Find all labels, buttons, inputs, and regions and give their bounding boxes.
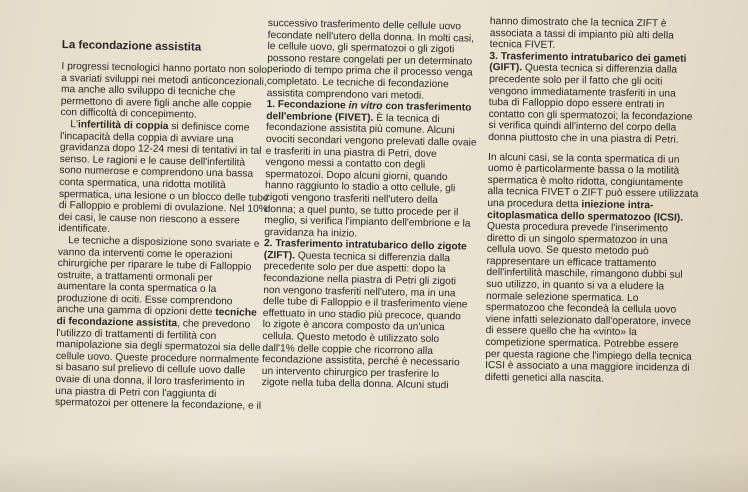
bold-text-run: dell'embrione (FIVET). (266, 110, 374, 124)
text-run: possono restare congelati per un determinato (267, 52, 473, 68)
text-run: gravidanza ha inizio. (264, 226, 358, 240)
text-run: contatto con gli spermatozoi; la fecondazione (488, 108, 693, 123)
text-run: spermatica è molto ridotta, congiuntamente (487, 174, 684, 189)
text-run: normale selezione spermatica. Lo (486, 290, 639, 304)
text-run: si verifica quindi all'interno del corpo della (488, 120, 677, 134)
text-run: Questa procedura prevede l'inserimento (486, 221, 669, 235)
text-run: zigote nella tuba della donna. Alcuni studi (261, 377, 449, 392)
text-run: cellula. Questo metodo è utilizzato solo (262, 330, 440, 346)
text-run: delle tube di Falloppio e il trasferimento viene (262, 296, 468, 311)
text-run: precedente solo per il fatto che gli ociti (489, 73, 663, 88)
text-run: uomo è particolarmente bassa o la motilità (487, 163, 680, 177)
text-run: successivo trasferimento delle cellule uovo (267, 18, 462, 33)
text-run: assistita comprendono vari metodi. (266, 87, 425, 102)
section-title: La fecondazione assistita (61, 38, 202, 54)
bold-text-run: tecniche (215, 307, 257, 320)
text-run: l'utilizzo di trattamenti di fertilità con (56, 327, 217, 342)
text-run: L' (70, 119, 79, 131)
text-run: vengono messi a contatto con degli (265, 157, 426, 171)
text-run: precedente solo per due aspetti: dopo la (263, 261, 446, 276)
text-run: tecnica FIVET. (489, 39, 556, 52)
bold-text-run: con trasferimento (382, 101, 472, 114)
text-run: una piastra di Petri con l'aggiunta di (55, 385, 217, 400)
text-run: hanno dimostrato che la tecnica ZIFT è (489, 16, 667, 30)
text-run: si basano sul prelievo di cellule uovo dalle (55, 362, 246, 378)
bold-text-run: (ZIFT). (263, 249, 296, 262)
text-run: dell'infertilità maschile, rimangono dubbi sul (486, 267, 683, 282)
text-run: un intervento chirurgico per trasferire lo (261, 365, 440, 380)
text-run: periodo di tempo prima che il processo venga (266, 64, 473, 79)
bold-text-run: infertilità di coppia (77, 119, 169, 133)
text-run: produzione di ociti. Esse comprendono (56, 292, 233, 308)
bold-text-run: iniezione intra- (581, 199, 654, 212)
text-run: difetti genetici alla nascita. (484, 371, 604, 385)
bold-text-run: (GIFT). (489, 62, 523, 74)
text-column-2 (262, 18, 493, 393)
text-run: donna piuttosto che in una piastra di Petri. (488, 131, 679, 146)
text-run: lo zigote è ancora composto da un'unica (262, 319, 445, 334)
bold-text-run: 2. Trasferimento intratubarico dello zigote (263, 238, 467, 253)
text-run: fecondate nell'utero della donna. In molti casi, (267, 29, 475, 45)
bold-text-run: in vitro (348, 100, 383, 113)
text-run: In alcuni casi, se la conta spermatica di un (487, 151, 680, 166)
text-run: diretto di un singolo spermatozoo in una (486, 232, 668, 247)
text-column-1 (55, 38, 282, 413)
text-run: donna; a quel punto, se tutto procede per il (264, 203, 459, 218)
text-run: aumentare la conta spermatica o la (57, 281, 217, 296)
text-run: È la tecnica di (373, 112, 440, 125)
bold-text-run: citoplasmatica dello spermatozoo (ICSI). (487, 209, 684, 224)
text-run: di essere quello che ha «vinto» la (485, 325, 637, 339)
text-column-3 (485, 16, 730, 387)
text-run: vanno da interventi come le operazioni (57, 246, 233, 261)
text-run: tuba di Falloppio dopo essere entrati in (488, 97, 665, 111)
text-run: completato. Le tecniche di fecondazione (266, 75, 449, 91)
text-run: cellula uovo. Se questo metodo può (486, 244, 649, 258)
text-run: suo utilizzo, in quanto si va a eludere la (486, 279, 665, 293)
text-run: I progressi tecnologici hanno portato non solo (61, 60, 268, 76)
text-run: spermatozoo che fecondeà la cellula uovo (485, 302, 677, 316)
text-run: dei casi, le cause non riescono a essere (58, 211, 240, 227)
text-run: le cellule uovo, gli spermatozoi o gli zigoti (267, 41, 455, 56)
text-run: zigoti vengono trasferiti nell'utero della (264, 191, 438, 206)
text-run: hanno raggiunto lo stadio a otto cellule, gli (264, 180, 456, 195)
text-run: meglio, si verifica l'impianto dell'embrione e la (264, 215, 471, 230)
text-run: ovaie di una donna, il loro trasferimento in (55, 373, 245, 389)
text-run: per questa ragione che l'impiego della tecnica (485, 348, 692, 363)
text-run: effettuato in uno stadio più precoce, quando (262, 307, 461, 323)
text-run: l'incapacità della coppia di avviare una (60, 130, 234, 145)
text-run: si definisce come (168, 121, 250, 134)
column-2-lines (262, 18, 493, 393)
text-run: fecondazione assistita più comune. Alcuni (265, 122, 455, 137)
text-run: non vengono trasferiti nell'utero, ma in una (263, 284, 456, 299)
text-run: ma anche allo sviluppo di tecniche che (60, 84, 236, 99)
text-run: vengono immediatamente trasferiti in una (488, 85, 676, 100)
text-run: con difficoltà di concepimento. (60, 107, 197, 121)
column-3-lines (485, 16, 730, 387)
text-run: permettono di avere figli anche alle coppie (60, 95, 252, 111)
page-shadow (0, 452, 748, 492)
text-run: di Falloppio e problemi di ovulazione. Nel 10% (58, 200, 268, 216)
text-run: a svariati sviluppi nei metodi anticoncezionali, (61, 72, 267, 88)
text-run: alla tecnica FIVET o ZIFT può essere utilizzata (487, 186, 699, 201)
text-run: sono numerose e comprendono una bassa (59, 165, 254, 181)
text-run: conta spermatica, una ridotta motilità (59, 176, 226, 192)
text-run: rappresentare un efficace trattamento (486, 255, 657, 270)
text-run: cellule uovo. Queste procedure normalmente (55, 350, 260, 366)
text-run: chirurgiche per riparare le tube di Falloppio (57, 258, 252, 273)
text-run: Le tecniche a disposizione sono svariate e (68, 235, 260, 250)
bold-text-run: 1. Fecondazione (266, 99, 349, 112)
text-run: una procedura detta (487, 197, 582, 211)
text-run: fecondazione nella piastra di Petri gli zigoti (263, 273, 457, 288)
text-run: spermatica, una lesione o un blocco delle tube (58, 188, 269, 204)
text-run: viene infatti selezionato dall'operatore, invece (485, 313, 692, 328)
column-1-lines (55, 61, 282, 413)
text-run: competizione spermatica. Potrebbe essere (485, 336, 679, 351)
bold-text-run: 3. Trasferimento intratubarico dei gameti (489, 50, 687, 65)
bold-text-run: di fecondazione assistita (56, 316, 178, 330)
text-run: ICSI è associato a una maggiore incidenza di (485, 360, 690, 375)
text-run: spermatozoi. Dopo alcuni giorni, quando (265, 168, 448, 183)
text-run: manipolazione sia degli spermatozoi sia delle (56, 339, 261, 355)
text-run: Questa tecnica si differenzia dalla (522, 62, 678, 76)
text-run: gravidanza dopo 12-24 mesi di tentativi in tal (59, 142, 262, 158)
text-run: , che prevedono (177, 318, 251, 331)
text-run: ostruite, a trattamenti ormonali per (57, 269, 213, 284)
text-run: Questa tecnica si differenzia dalla (294, 250, 451, 265)
text-run: identificate. (58, 223, 110, 236)
text-run: spermatozoi per ottenere la fecondazione, e il (54, 397, 262, 413)
text-run: fecondazione assistita, perché è necessario (261, 354, 460, 369)
text-run: ovociti secondari vengono prelevati dalle ovaie (265, 133, 477, 149)
text-run: e trasferiti in una piastra di Petri, dove (265, 145, 437, 160)
text-run: senso. Le ragioni e le cause dell'infertilità (59, 153, 246, 169)
text-run: dall'1% delle coppie che ricorrono alla (262, 342, 434, 357)
text-run: anche una gamma di opzioni dette (56, 304, 216, 319)
text-run: associata a tassi di impianto più alti della (489, 27, 674, 42)
